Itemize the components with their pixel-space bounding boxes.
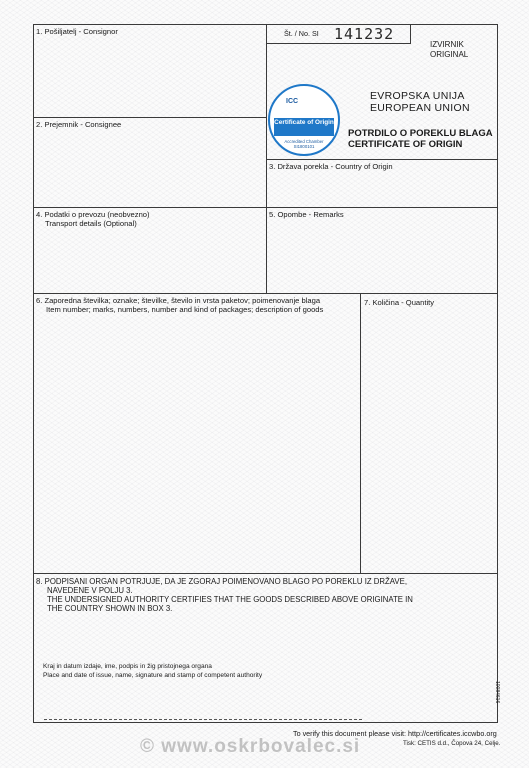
- certificate-title: [348, 128, 493, 150]
- signature-line[interactable]: [44, 719, 362, 720]
- country-of-origin-label: 3. Država porekla - Country of Origin: [269, 162, 393, 171]
- certification-line-1: 8. PODPISANI ORGAN POTRJUJE, DA JE ZGORAJ POIMENOVANO BLAGO PO POREKLU IZ DRŽAVE,: [36, 577, 407, 586]
- printer-text: Tisk: CETIS d.d., Čopova 24, Celje.: [403, 740, 501, 747]
- certification-line-3: THE UNDERSIGNED AUTHORITY CERTIFIES THAT THE GOODS DESCRIBED ABOVE ORIGINATE IN: [47, 595, 413, 604]
- box-consignee[interactable]: [33, 117, 267, 208]
- eu-title: [370, 90, 470, 114]
- box-consignor[interactable]: [33, 24, 267, 118]
- transport-label-sl: 4. Podatki o prevozu (neobvezno): [36, 210, 150, 219]
- box-certification: [33, 573, 498, 723]
- seal-certificate-text: Certificate of Origin: [274, 119, 334, 126]
- serial-number: 141232: [334, 25, 395, 43]
- seal-accredited-label: Accredited Chamber: [284, 139, 324, 144]
- quantity-label: 7. Količina - Quantity: [364, 298, 435, 307]
- watermark: © www.oskrbovalec.si: [140, 736, 361, 757]
- icc-seal: [268, 84, 340, 156]
- box-quantity[interactable]: [360, 293, 498, 574]
- verify-text: To verify this document please visit: http://certificates.iccwbo.org: [293, 729, 497, 738]
- consignee-label: 2. Prejemnik - Consignee: [36, 120, 122, 129]
- place-date-label-sl: Kraj in datum izdaje, ime, podpis in žig pristojnega organa: [43, 663, 212, 670]
- place-date-label-en: Place and date of issue, name, signature and stamp of competent authority: [43, 672, 263, 679]
- box-remarks[interactable]: [266, 207, 498, 294]
- eu-title-en: EUROPEAN UNION: [370, 102, 470, 114]
- certification-line-2: NAVEDENE V POLJU 3.: [47, 586, 133, 595]
- goods-label-en: Item number; marks, numbers, number and kind of packages; description of goods: [46, 305, 324, 314]
- goods-label-sl: 6. Zaporedna številka; oznake; številke, število in vrsta paketov; poimenovanje blaga: [36, 296, 321, 305]
- consignor-label: 1. Pošiljatelj - Consignor: [36, 27, 118, 36]
- copy-type-en: ORIGINAL: [430, 50, 469, 59]
- icc-logo: ICC: [286, 98, 299, 105]
- copy-type-sl: IZVIRNIK: [430, 40, 464, 49]
- certificate-title-sl: POTRDILO O POREKLU BLAGA: [348, 128, 493, 139]
- remarks-label: 5. Opombe - Remarks: [269, 210, 344, 219]
- box-country-of-origin[interactable]: [266, 159, 498, 208]
- box-goods-description[interactable]: [33, 293, 361, 574]
- eu-title-sl: EVROPSKA UNIJA: [370, 90, 465, 102]
- seal-accredited: [270, 139, 338, 149]
- certificate-title-en: CERTIFICATE OF ORIGIN: [348, 139, 463, 150]
- seal-code: SI1800101: [293, 144, 315, 149]
- certification-line-4: THE COUNTRY SHOWN IN BOX 3.: [47, 604, 173, 613]
- box-transport-details[interactable]: [33, 207, 267, 294]
- form-code: 10084616: [494, 681, 500, 704]
- copy-type: [430, 40, 468, 60]
- transport-label-en: Transport details (Optional): [45, 219, 137, 228]
- serial-label: Št. / No. SI: [284, 29, 319, 38]
